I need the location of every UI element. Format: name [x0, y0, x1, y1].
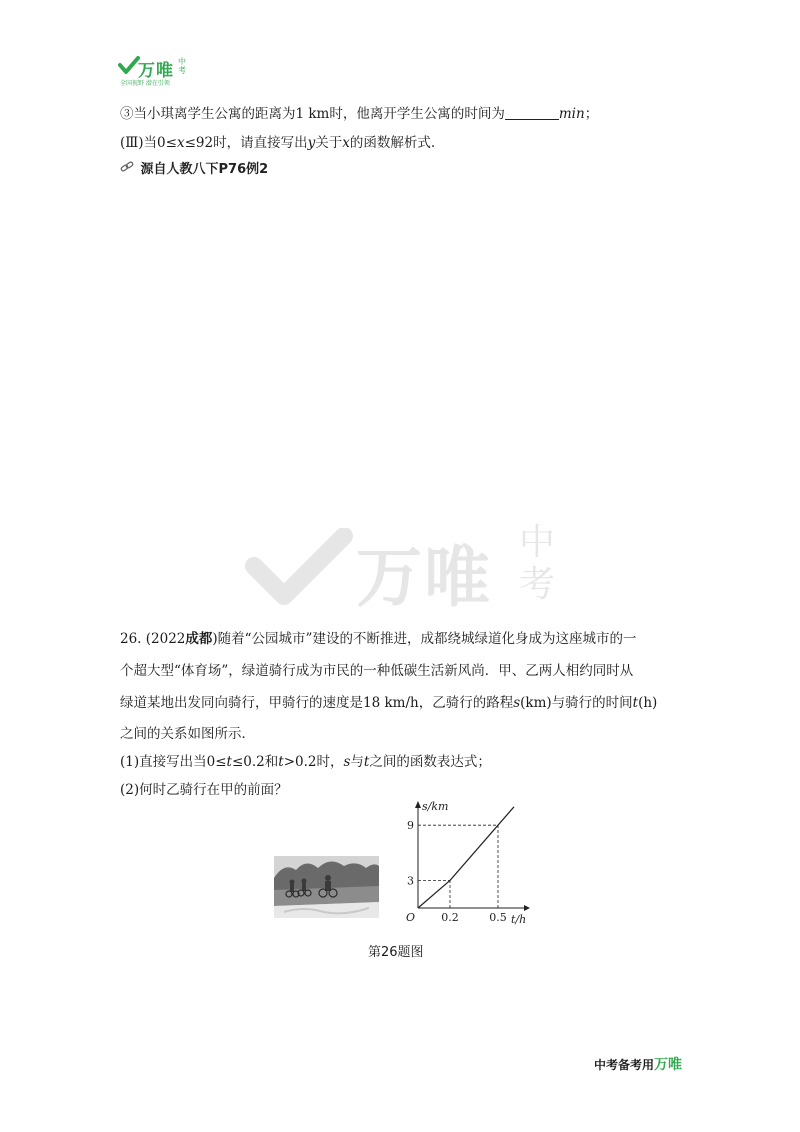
part-iii-text-d: 的函数解析式. — [349, 135, 436, 151]
q26-text-3b: (km)与骑行的时间 — [520, 695, 633, 711]
logo-slogan: 全国视野 潜在引领 — [120, 80, 170, 87]
q26-text-3a: 绿道某地出发同向骑行，甲骑行的速度是18 km/h，乙骑行的路程 — [120, 695, 514, 711]
subquestion-3 — [120, 102, 598, 122]
unit-min: min — [558, 106, 585, 122]
brand-logo — [118, 56, 198, 90]
p1-text-c: >0.2时， — [283, 754, 344, 770]
footer-text: 中考备考用 — [594, 1058, 655, 1072]
cyclists-photo — [274, 856, 379, 918]
x-tick-label: 0.2 — [441, 911, 459, 924]
var-y: y — [307, 135, 316, 151]
source-note — [120, 158, 268, 177]
part-iii-text-c: 关于 — [315, 135, 343, 151]
q26-line-1 — [120, 627, 636, 647]
y-axis-label: s/km — [422, 800, 449, 813]
q26-source-city: 成都 — [185, 631, 213, 647]
q26-text-1: )随着“公园城市”建设的不断推进，成都绕城绿道化身成为这座城市的一 — [212, 631, 637, 647]
q26-part-1 — [120, 750, 491, 770]
p1-text-d: 与 — [350, 754, 364, 770]
distance-time-graph — [400, 796, 540, 932]
series-line — [418, 807, 514, 908]
y-tick-label: 9 — [407, 819, 414, 833]
subquestion-3-text: ③当小琪离学生公寓的距离为1 km时，他离开学生公寓的时间为 — [120, 106, 505, 122]
watermark-side-text: 中考 — [519, 522, 556, 605]
p1-text-e: 之间的函数表达式； — [369, 754, 491, 770]
q26-line-3 — [120, 691, 657, 711]
link-icon — [120, 161, 136, 177]
p1-text-b: ≤0.2和 — [231, 754, 279, 770]
logo-side-text: 中考 — [178, 57, 186, 75]
y-tick-label: 3 — [407, 874, 414, 888]
source-text: 源自人教八下P76例2 — [140, 162, 269, 177]
var-t: t — [363, 754, 370, 770]
footer-brand — [594, 1054, 682, 1074]
figure-caption: 第26题图 — [368, 945, 424, 960]
var-t: t — [226, 754, 232, 770]
x-axis-label: t/h — [511, 913, 527, 926]
p1-text-a: (1)直接写出当0≤ — [120, 754, 227, 770]
q26-part-2: (2)何时乙骑行在甲的前面？ — [120, 782, 288, 798]
part-iii-text-a: (Ⅲ)当0≤ — [120, 135, 177, 151]
x-tick-label: 0.5 — [489, 911, 507, 924]
var-t: t — [632, 695, 639, 711]
x-axis-arrow — [524, 905, 530, 911]
part-iii — [120, 131, 435, 151]
var-t: t — [278, 754, 284, 770]
watermark — [244, 520, 564, 620]
watermark-check-icon — [244, 528, 354, 608]
graph-svg — [400, 796, 540, 932]
origin-label: O — [406, 911, 416, 924]
var-x: x — [176, 135, 185, 151]
answer-blank — [505, 107, 559, 120]
subquestion-3-end: ； — [584, 106, 599, 122]
logo-name: 万唯 — [138, 61, 174, 81]
var-s: s — [513, 695, 521, 711]
q26-number: 26. (2022 — [120, 631, 186, 647]
var-s: s — [343, 754, 351, 770]
q26-line-4: 之间的关系如图所示． — [120, 726, 255, 742]
watermark-text: 万唯 — [356, 539, 492, 616]
y-axis-arrow — [415, 801, 421, 808]
footer-logo-text: 万唯 — [654, 1057, 683, 1073]
part-iii-text-b: ≤92时，请直接写出 — [184, 135, 308, 151]
q26-text-3c: (h) — [638, 695, 658, 711]
check-icon — [118, 56, 140, 76]
q26-line-2: 个超大型“体育场”，绿道骑行成为市民的一种低碳生活新风尚．甲、乙两人相约同时从 — [120, 663, 634, 679]
var-x: x — [342, 135, 350, 151]
